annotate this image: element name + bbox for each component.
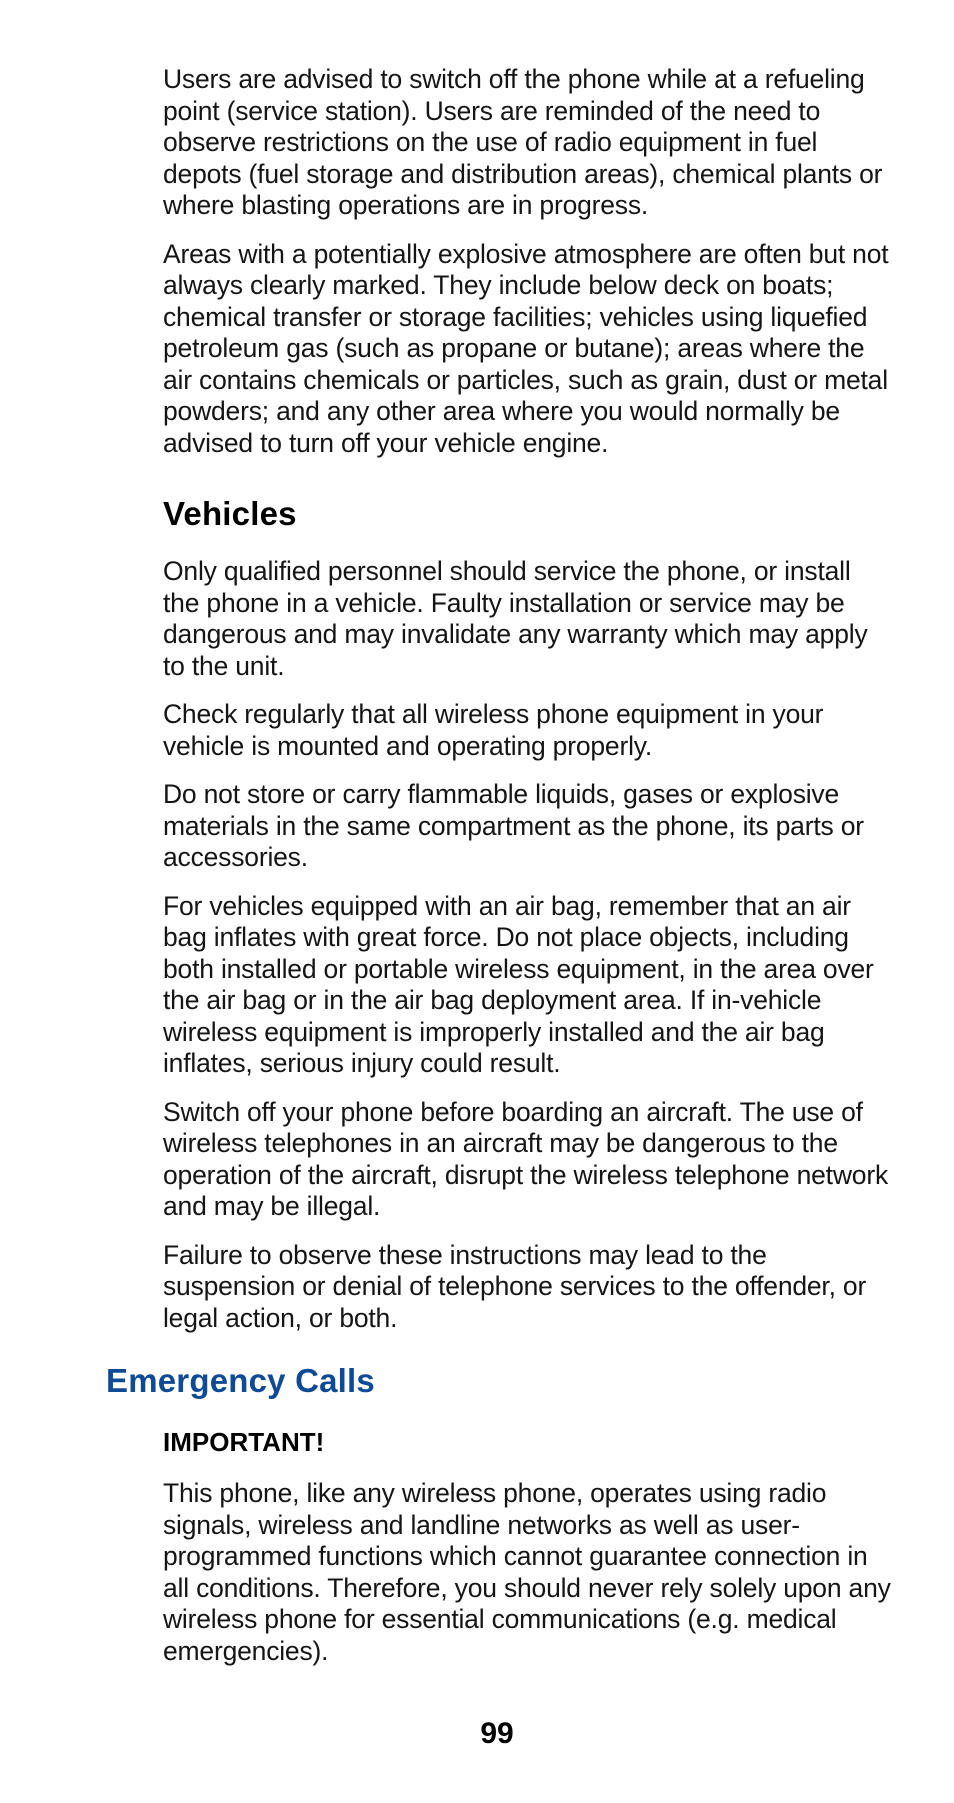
paragraph-explosive-areas: Areas with a potentially explosive atmosphere are often but not always clearly marked. They include below deck on boats; chemical transfer or storage facilities; vehicles using liquefied petroleum gas (such as propane or butane); areas where the air contains chemicals or particles, such as grain, dust or metal powders; and any other area where you would normally be advised to turn off your vehicle engine. <box>163 238 889 458</box>
vehicles-heading: Vehicles <box>163 495 297 532</box>
vehicles-section <box>163 494 893 1351</box>
paragraph-check-equipment: Check regularly that all wireless phone equipment in your vehicle is mounted and operating properly. <box>163 699 824 761</box>
paragraph-aircraft: Switch off your phone before boarding an aircraft. The use of wireless telephones in an aircraft may be dangerous to the operation of the aircraft, disrupt the wireless telephone network and may be illegal. <box>163 1096 888 1221</box>
paragraph-flammable: Do not store or carry flammable liquids, gases or explosive materials in the same compartment as the phone, its parts or accessories. <box>163 779 864 872</box>
important-label: IMPORTANT! <box>163 1427 325 1457</box>
intro-section <box>163 64 893 476</box>
paragraph-refueling: Users are advised to switch off the phone while at a refueling point (service station). Users are reminded of the need to observe restrictions on the use of radio equipment in fuel depots (fuel storage and distribution areas), chemical plants or where blasting operations are in progress. <box>163 64 883 220</box>
paragraph-failure: Failure to observe these instructions may lead to the suspension or denial of telephone services to the offender, or legal action, or both. <box>163 1239 867 1333</box>
emergency-section <box>163 1426 893 1684</box>
paragraph-qualified-personnel: Only qualified personnel should service the phone, or install the phone in a vehicle. Faulty installation or service may be dangerous and may invalidate any warranty which may apply to the unit. <box>163 556 868 681</box>
page-number: 99 <box>480 1717 514 1750</box>
paragraph-air-bag: For vehicles equipped with an air bag, remember that an air bag inflates with great force. Do not place objects, including both installed or portable wireless equipment, in the area over the air bag or in the air bag deployment area. If in-vehicle wireless equipment is improperly installed and the air bag inflates, serious injury could result. <box>163 890 874 1078</box>
emergency-calls-heading: Emergency Calls <box>106 1362 375 1399</box>
paragraph-emergency: This phone, like any wireless phone, operates using radio signals, wireless and landline networks as well as user-programmed functions which cannot guarantee connection in all conditions. Therefore, you should never rely solely upon any wireless phone for essential communications (e.g. medical emergencies). <box>163 1478 891 1666</box>
